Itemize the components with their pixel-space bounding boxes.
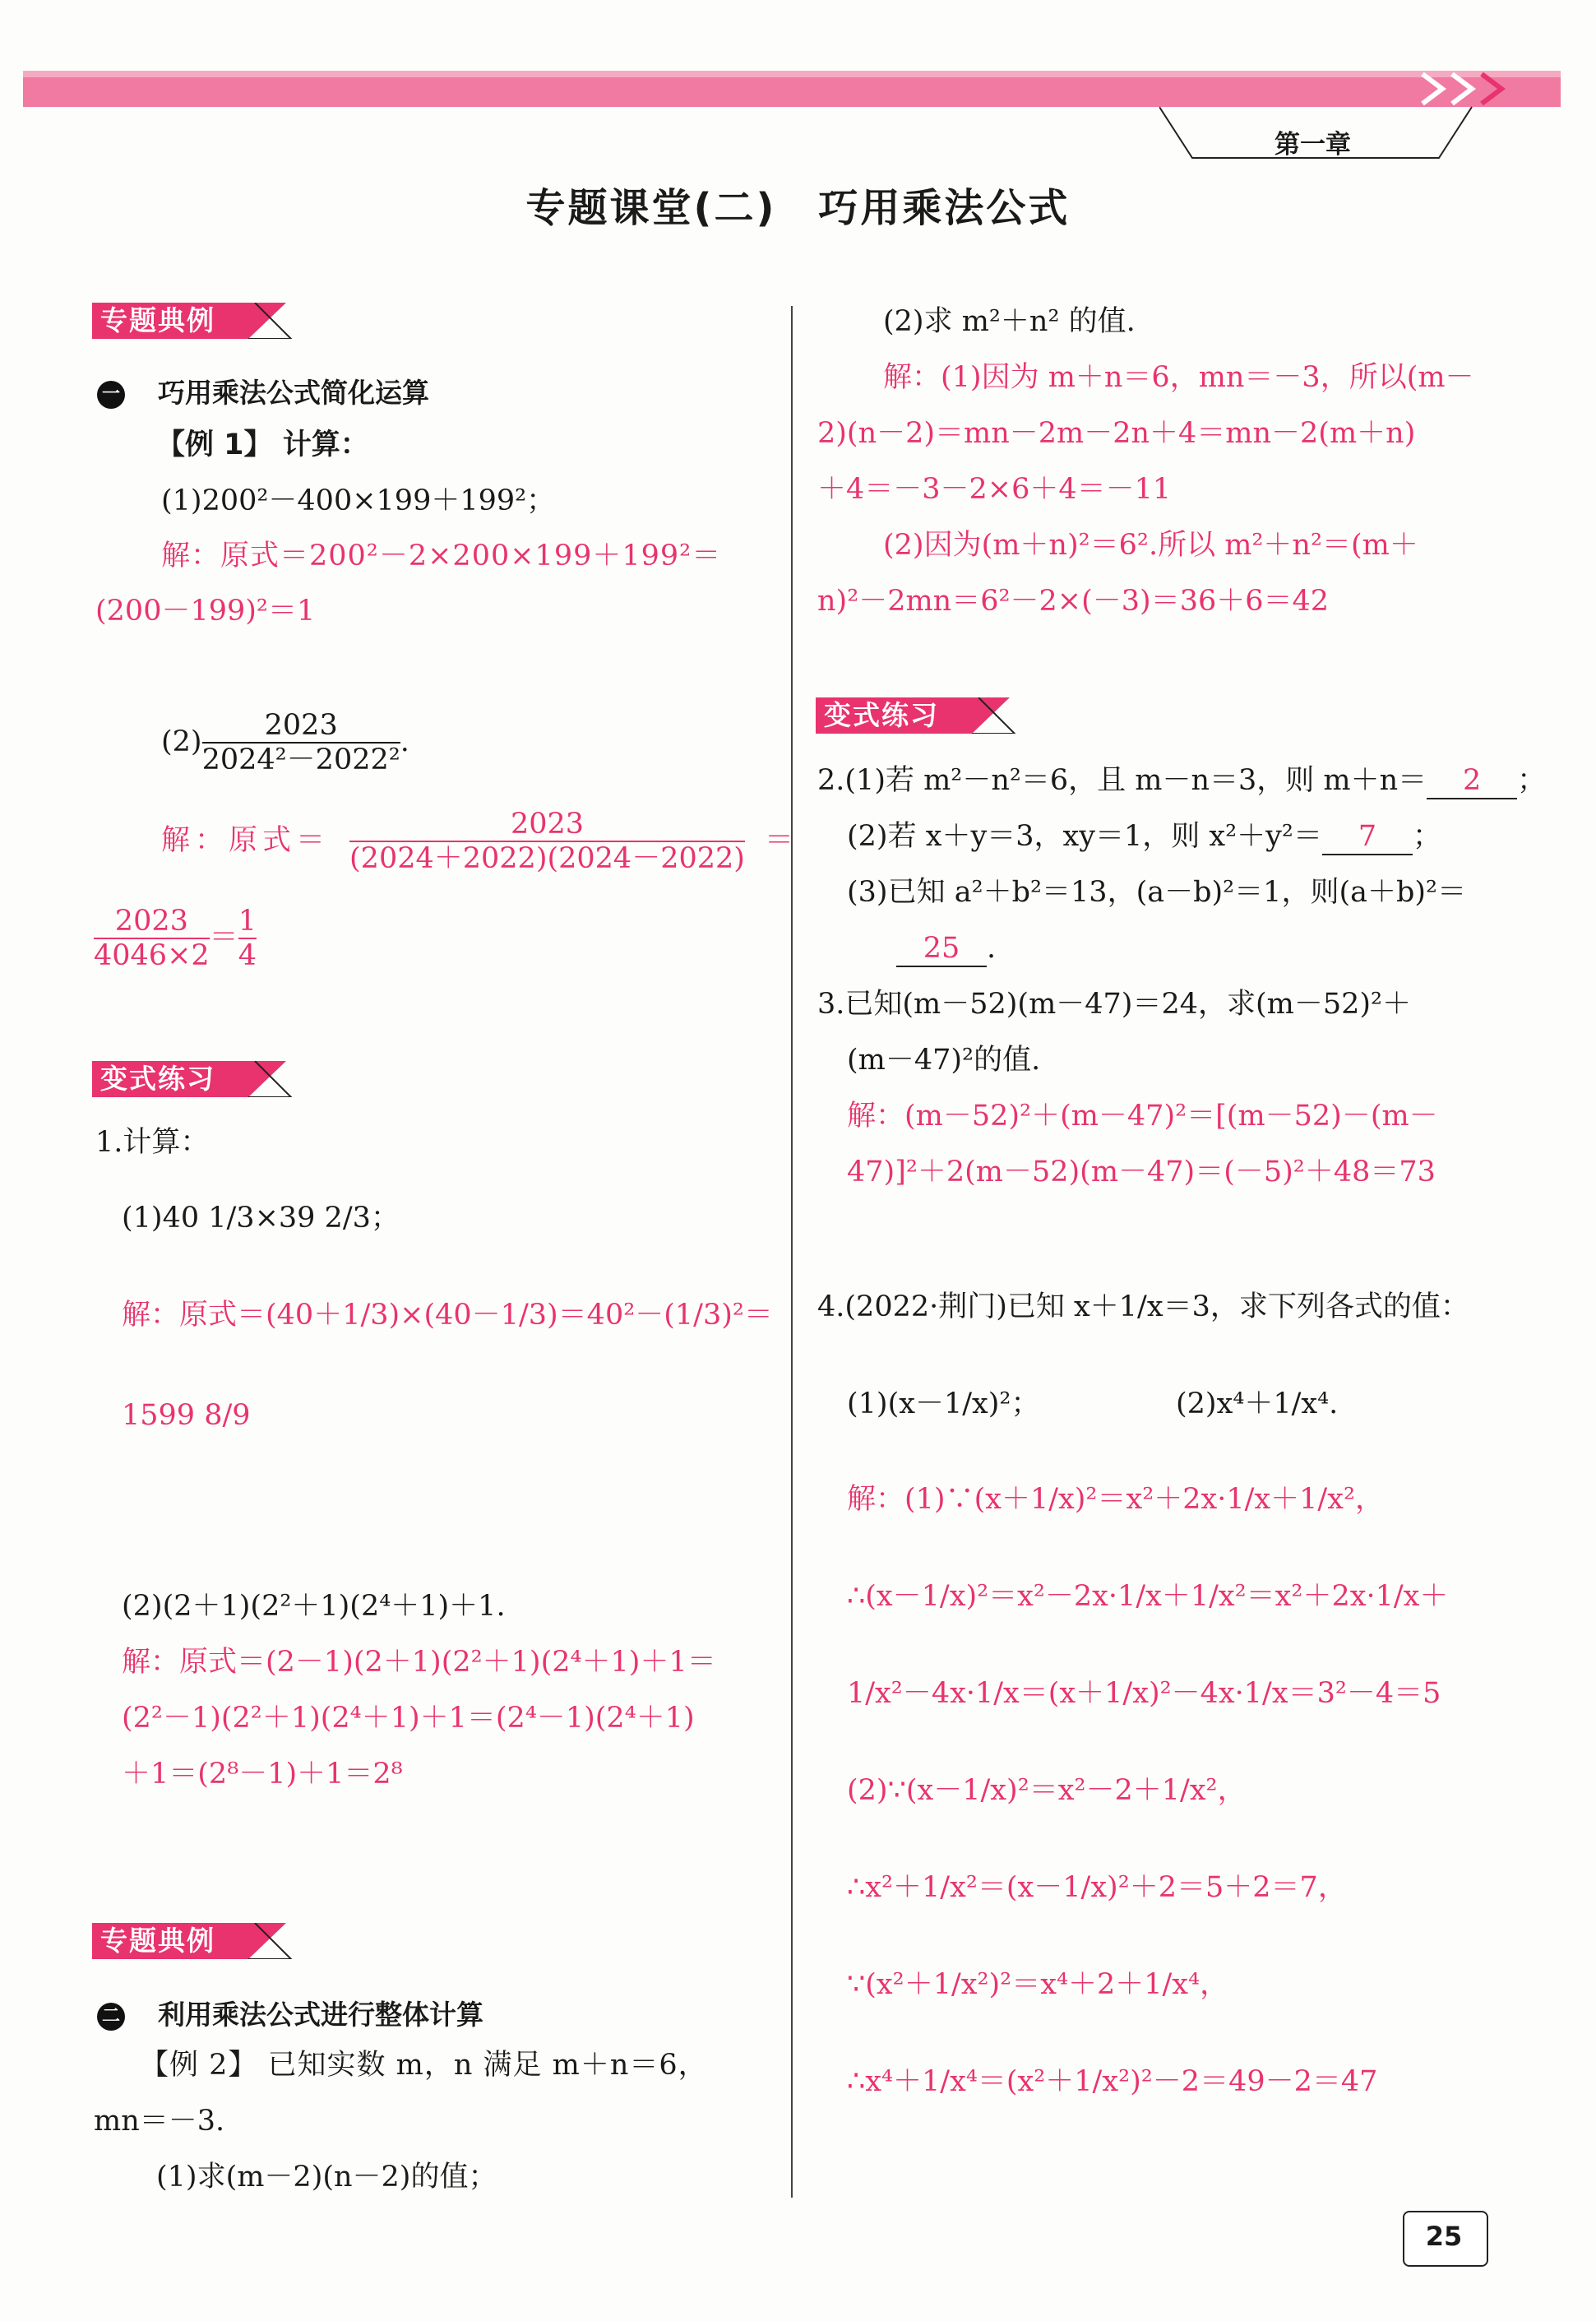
section-tail-2 — [248, 1061, 298, 1097]
p2-q3-suffix: . — [987, 932, 997, 965]
p1-q2: (2)(2＋1)(2²＋1)(2⁴＋1)＋1. — [122, 1590, 506, 1623]
p3-answer-line2: 47)]²＋2(m－52)(m－47)＝(－5)²＋48＝73 — [847, 1156, 1436, 1188]
p2-q1 — [817, 763, 1546, 799]
ex1-q2-prefix: (2) — [161, 725, 202, 758]
section-tail-3 — [248, 1923, 298, 1959]
ex1-q2-denominator: 2024²－2022² — [201, 744, 400, 777]
ex2-a1-line1: 解：(1)因为 m＋n＝6，mn＝－3，所以(m－ — [883, 361, 1474, 394]
ex1-q2-suffix: . — [400, 725, 409, 758]
p3-answer-line1: 解：(m－52)²＋(m－47)²＝[(m－52)－(m－ — [847, 1100, 1438, 1133]
ex1-a2-denominator: (2024＋2022)(2024－2022) — [349, 842, 745, 876]
p1-a1-line2: 1599 8/9 — [122, 1399, 251, 1432]
page-number: 25 — [1425, 2221, 1463, 2252]
ex1-a2-prefix: 解：原式＝ — [161, 823, 331, 857]
ex1-a2-result-equals: ＝ — [209, 920, 238, 954]
p2-q1-answer: 2 — [1427, 763, 1517, 799]
topic-2-number: 二 — [97, 2003, 125, 2031]
section-label-typical-2: 专题典例 — [92, 1923, 248, 1959]
ex1-a2-result-numerator: 2023 — [114, 905, 188, 938]
ex1-a2-quarter-numerator: 1 — [238, 905, 257, 938]
ex1-a2-result-fraction — [94, 905, 210, 973]
ex2-line1: 【例 2】 已知实数 m，n 满足 m＋n＝6， — [140, 2049, 708, 2082]
p4-answer-line7: ∴x⁴＋1/x⁴＝(x²＋1/x²)²－2＝49－2＝47 — [847, 2065, 1378, 2098]
p2-q2 — [847, 819, 1441, 855]
p2-q1-text: 2.(1)若 m²－n²＝6，且 m－n＝3，则 m＋n＝ — [817, 764, 1427, 797]
p1-q1: (1)40 1/3×39 2/3； — [122, 1202, 400, 1235]
section-tail-4 — [972, 697, 1021, 734]
p1-a1-line1: 解：原式＝(40＋1/3)×(40－1/3)＝40²－(1/3)²＝ — [122, 1299, 773, 1332]
ex1-a2-numerator: 2023 — [510, 808, 585, 841]
p2-q1-suffix: ； — [1517, 764, 1547, 797]
ex1-a1-line1: 解：原式＝200²－2×200×199＋199²＝ — [161, 540, 722, 572]
p2-q2-answer: 7 — [1322, 819, 1413, 855]
ex1-a1-line2: (200－199)²＝1 — [95, 595, 316, 628]
chapter-label: 第一章 — [1274, 130, 1351, 160]
ex1-a2-quarter — [238, 905, 257, 973]
p3-line2: (m－47)²的值. — [847, 1044, 1041, 1077]
p4-answer-line6: ∵(x²＋1/x²)²＝x⁴＋2＋1/x⁴， — [847, 1968, 1229, 2001]
ex1-q1: (1)200²－400×199＋199²； — [161, 484, 556, 517]
p4-answer-line1: 解：(1)∵(x＋1/x)²＝x²＋2x·1/x＋1/x²， — [847, 1483, 1384, 1516]
p3-line1: 3.已知(m－52)(m－47)＝24，求(m－52)²＋ — [817, 988, 1412, 1021]
column-divider — [791, 306, 793, 2198]
ex2-a2-line1: (2)因为(m＋n)²＝6².所以 m²＋n²＝(m＋ — [883, 529, 1418, 562]
p4-title: 4.(2022·荆门)已知 x＋1/x＝3，求下列各式的值： — [817, 1290, 1469, 1323]
ex1-q2-fraction — [202, 709, 400, 777]
ex2-a2-line2: n)²－2mn＝6²－2×(－3)＝36＋6＝42 — [817, 585, 1330, 618]
ex2-q2: (2)求 m²＋n² 的值. — [883, 305, 1136, 338]
topic-2-title: 利用乘法公式进行整体计算 — [158, 1999, 483, 2031]
p2-q3-answer-line — [896, 931, 996, 967]
p2-q2-text: (2)若 x＋y＝3，xy＝1，则 x²＋y²＝ — [847, 820, 1322, 853]
topic-1 — [97, 372, 429, 410]
ex2-a1-line2: 2)(n－2)＝mn－2m－2n＋4＝mn－2(m＋n) — [817, 417, 1416, 450]
page-title: 专题课堂(二) 巧用乘法公式 — [525, 185, 1071, 231]
ex1-a2-suffix: ＝ — [764, 823, 793, 857]
section-tail-1 — [248, 303, 298, 339]
ex2-line2: mn＝－3. — [94, 2105, 225, 2138]
p2-q3-answer: 25 — [896, 931, 987, 967]
topic-1-title: 巧用乘法公式简化运算 — [158, 377, 429, 409]
section-label-practice-1: 变式练习 — [92, 1061, 248, 1097]
topic-1-number: 一 — [97, 381, 125, 409]
p4-q2: (2)x⁴＋1/x⁴. — [1176, 1388, 1339, 1420]
ex1-a2-result — [94, 905, 257, 973]
section-label-typical-1: 专题典例 — [92, 303, 248, 339]
ex1-q2-numerator: 2023 — [264, 709, 338, 742]
p1-title: 1.计算： — [95, 1126, 210, 1159]
p4-answer-line3: 1/x²－4x·1/x＝(x＋1/x)²－4x·1/x＝3²－4＝5 — [847, 1677, 1441, 1710]
p1-a2-line3: ＋1＝(2⁸－1)＋1＝2⁸ — [122, 1758, 403, 1791]
ex1-a2-result-denominator: 4046×2 — [94, 939, 210, 973]
p4-answer-line2: ∴(x－1/x)²＝x²－2x·1/x＋1/x²＝x²＋2x·1/x＋ — [847, 1580, 1449, 1613]
ex1-a2-fraction — [349, 808, 745, 876]
topic-2 — [97, 1994, 483, 2032]
header-arrows-icon — [1414, 67, 1521, 110]
ex1-q2 — [161, 709, 409, 777]
p1-a2-line1: 解：原式＝(2－1)(2＋1)(2²＋1)(2⁴＋1)＋1＝ — [122, 1646, 716, 1679]
header-band-highlight — [23, 71, 1561, 77]
section-label-practice-2: 变式练习 — [816, 697, 972, 734]
ex2-a1-line3: ＋4＝－3－2×6＋4＝－11 — [817, 473, 1172, 506]
ex1-a2-quarter-denominator: 4 — [238, 939, 257, 973]
p1-a2-line2: (2²－1)(2²＋1)(2⁴＋1)＋1＝(2⁴－1)(2⁴＋1) — [122, 1702, 695, 1735]
p4-answer-line5: ∴x²＋1/x²＝(x－1/x)²＋2＝5＋2＝7， — [847, 1871, 1347, 1904]
p4-answer-line4: (2)∵(x－1/x)²＝x²－2＋1/x²， — [847, 1774, 1247, 1807]
p2-q3: (3)已知 a²＋b²＝13，(a－b)²＝1，则(a＋b)²＝ — [847, 876, 1467, 909]
ex1-title: 【例 1】 计算： — [156, 429, 369, 461]
ex2-q1: (1)求(m－2)(n－2)的值； — [156, 2161, 497, 2194]
p4-q1: (1)(x－1/x)²； — [847, 1388, 1040, 1420]
p2-q2-suffix: ； — [1412, 820, 1441, 853]
ex1-a2 — [161, 808, 793, 876]
